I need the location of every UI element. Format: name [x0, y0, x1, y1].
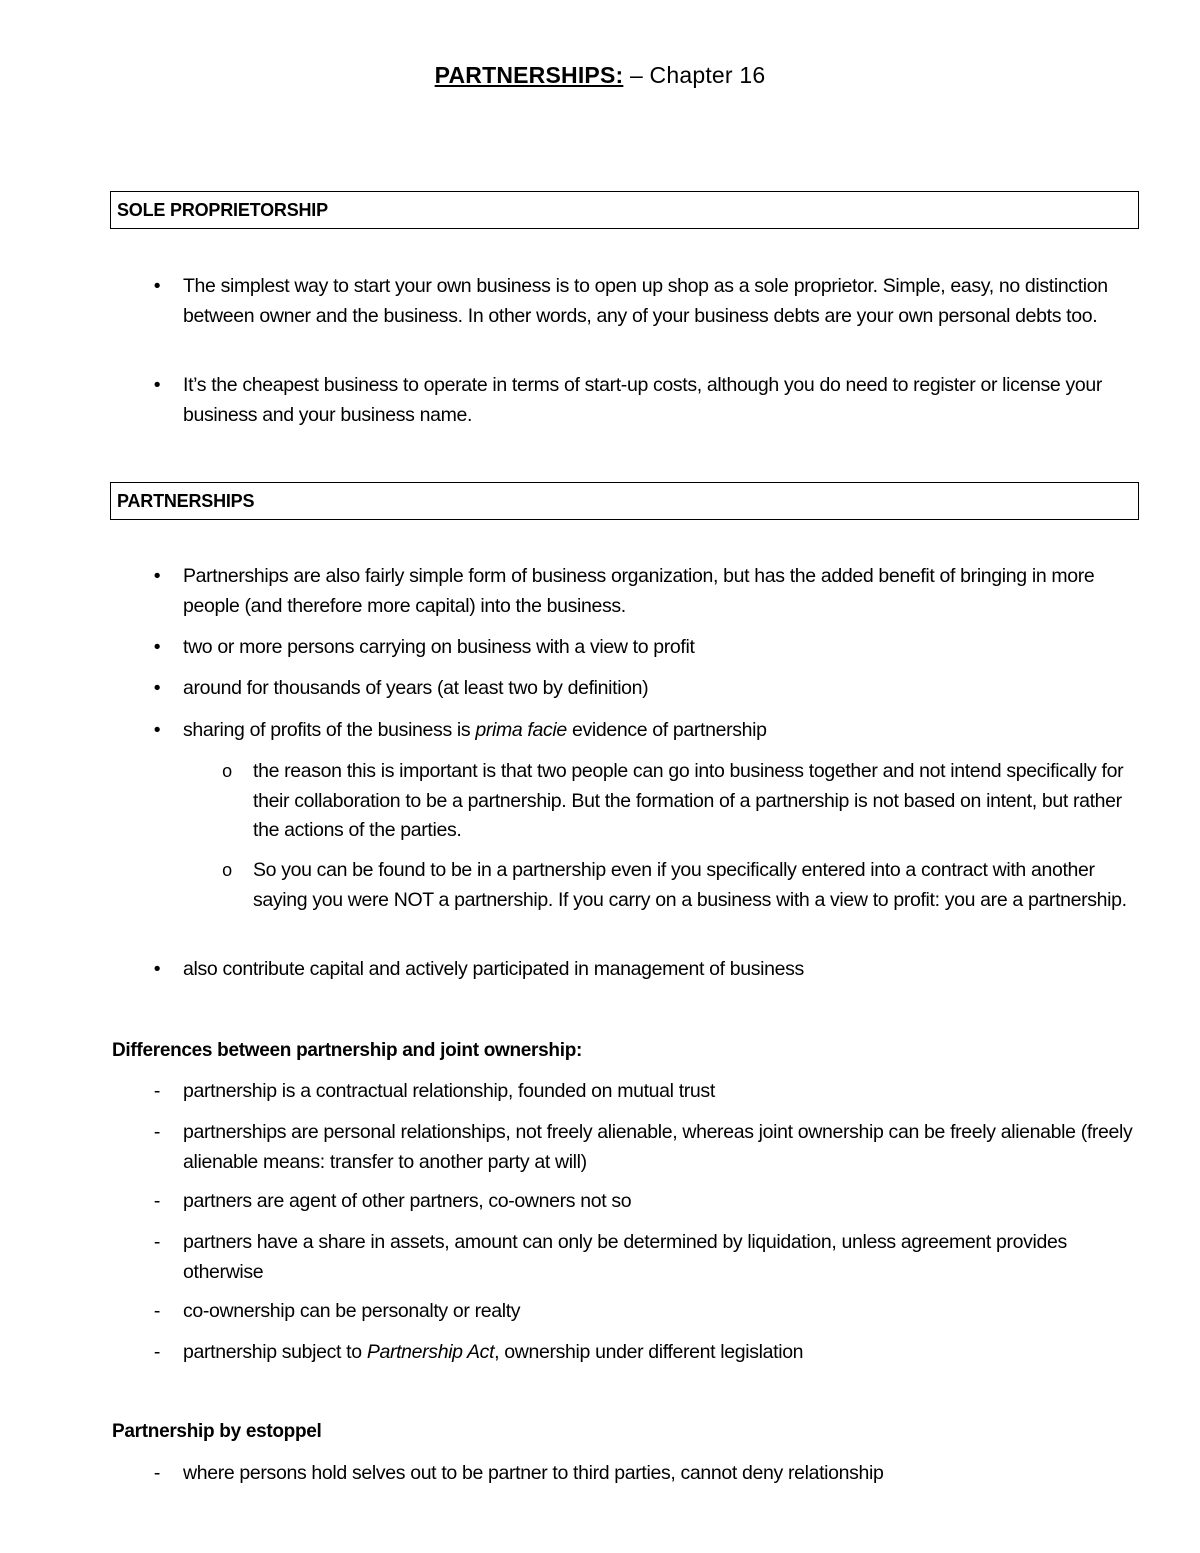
bullet-marker: •: [153, 958, 161, 980]
bullet-marker: •: [153, 374, 161, 396]
list-item-text: also contribute capital and actively participated in management of business: [183, 958, 804, 980]
list-item: [153, 716, 1148, 746]
list-item: [153, 1338, 1148, 1368]
sub-list-item: [222, 856, 1148, 915]
list-item-text: Partnerships are also fairly simple form of business organization, but has the added benefit of bringing in more people (and therefore more capital) into the business.: [183, 565, 1095, 617]
sub-bullet-marker: o: [222, 860, 232, 880]
list-item-text: two or more persons carrying on business with a view to profit: [183, 636, 695, 658]
sub-list-item: [222, 757, 1148, 846]
list-item-text: co-ownership can be personalty or realty: [183, 1300, 521, 1322]
estoppel-heading: Partnership by estoppel: [112, 1421, 322, 1442]
list-item: [153, 955, 1148, 985]
list-item: [153, 633, 1148, 663]
list-item-italic: prima facie: [475, 719, 567, 741]
bullet-marker: •: [153, 565, 161, 587]
bullet-marker: •: [153, 719, 161, 741]
list-item: [153, 1228, 1148, 1287]
dash-marker: -: [153, 1341, 161, 1363]
bullet-marker: •: [153, 275, 161, 297]
list-item: [153, 1118, 1148, 1177]
dash-marker: -: [153, 1462, 161, 1484]
page-title-sub: – Chapter 16: [623, 62, 766, 88]
sub-list-item-text: So you can be found to be in a partnership even if you specifically entered into a contract with another saying you were NOT a partnership. If you carry on a business with a view to profit: you are a partnership.: [253, 859, 1127, 911]
sub-bullet-marker: o: [222, 761, 232, 781]
list-item-text: partners are agent of other partners, co-owners not so: [183, 1190, 632, 1212]
list-item-text: evidence of partnership: [566, 719, 767, 741]
sole-proprietorship-heading: SOLE PROPRIETORSHIP: [110, 191, 1139, 229]
list-item-text: partnerships are personal relationships, not freely alienable, whereas joint ownership can be freely alienable (freely alienable means: transfer to another party at will): [183, 1121, 1133, 1173]
dash-marker: -: [153, 1231, 161, 1253]
dash-marker: -: [153, 1300, 161, 1322]
list-item-text: , ownership under different legislation: [494, 1341, 804, 1363]
list-item-text: around for thousands of years (at least two by definition): [183, 677, 649, 699]
list-item-text: partnership subject to: [183, 1341, 367, 1363]
differences-heading: Differences between partnership and joint ownership:: [112, 1040, 583, 1061]
list-item: [153, 562, 1148, 621]
list-item-text: The simplest way to start your own business is to open up shop as a sole proprietor. Simple, easy, no distinction between owner and the business. In other words, any of your business debts are your own personal debts too.: [183, 275, 1108, 327]
dash-marker: -: [153, 1080, 161, 1102]
list-item: [153, 674, 1148, 704]
list-item-text: where persons hold selves out to be partner to third parties, cannot deny relationship: [183, 1462, 884, 1484]
partnerships-heading: PARTNERSHIPS: [110, 482, 1139, 520]
list-item: [153, 1077, 1148, 1107]
dash-marker: -: [153, 1121, 161, 1143]
list-item: [153, 1297, 1148, 1327]
list-item-text: sharing of profits of the business is: [183, 719, 476, 741]
list-item: [153, 1187, 1148, 1217]
bullet-marker: •: [153, 677, 161, 699]
dash-marker: -: [153, 1190, 161, 1212]
bullet-marker: •: [153, 636, 161, 658]
list-item: [153, 272, 1148, 331]
list-item: [153, 1459, 1148, 1489]
list-item-text: partnership is a contractual relationship, founded on mutual trust: [183, 1080, 715, 1102]
page-title-main: PARTNERSHIPS:: [434, 62, 624, 88]
list-item-text: partners have a share in assets, amount can only be determined by liquidation, unless agreement provides otherwise: [183, 1231, 1067, 1283]
list-item-text: It’s the cheapest business to operate in terms of start-up costs, although you do need to register or license your business and your business name.: [183, 374, 1103, 426]
list-item-italic: Partnership Act: [366, 1341, 495, 1363]
sub-list-item-text: the reason this is important is that two people can go into business together and not intend specifically for their collaboration to be a partnership. But the formation of a partnership is not based on intent, but rather the actions of the parties.: [253, 760, 1124, 841]
page-title: [0, 62, 1200, 89]
list-item: [153, 371, 1148, 430]
